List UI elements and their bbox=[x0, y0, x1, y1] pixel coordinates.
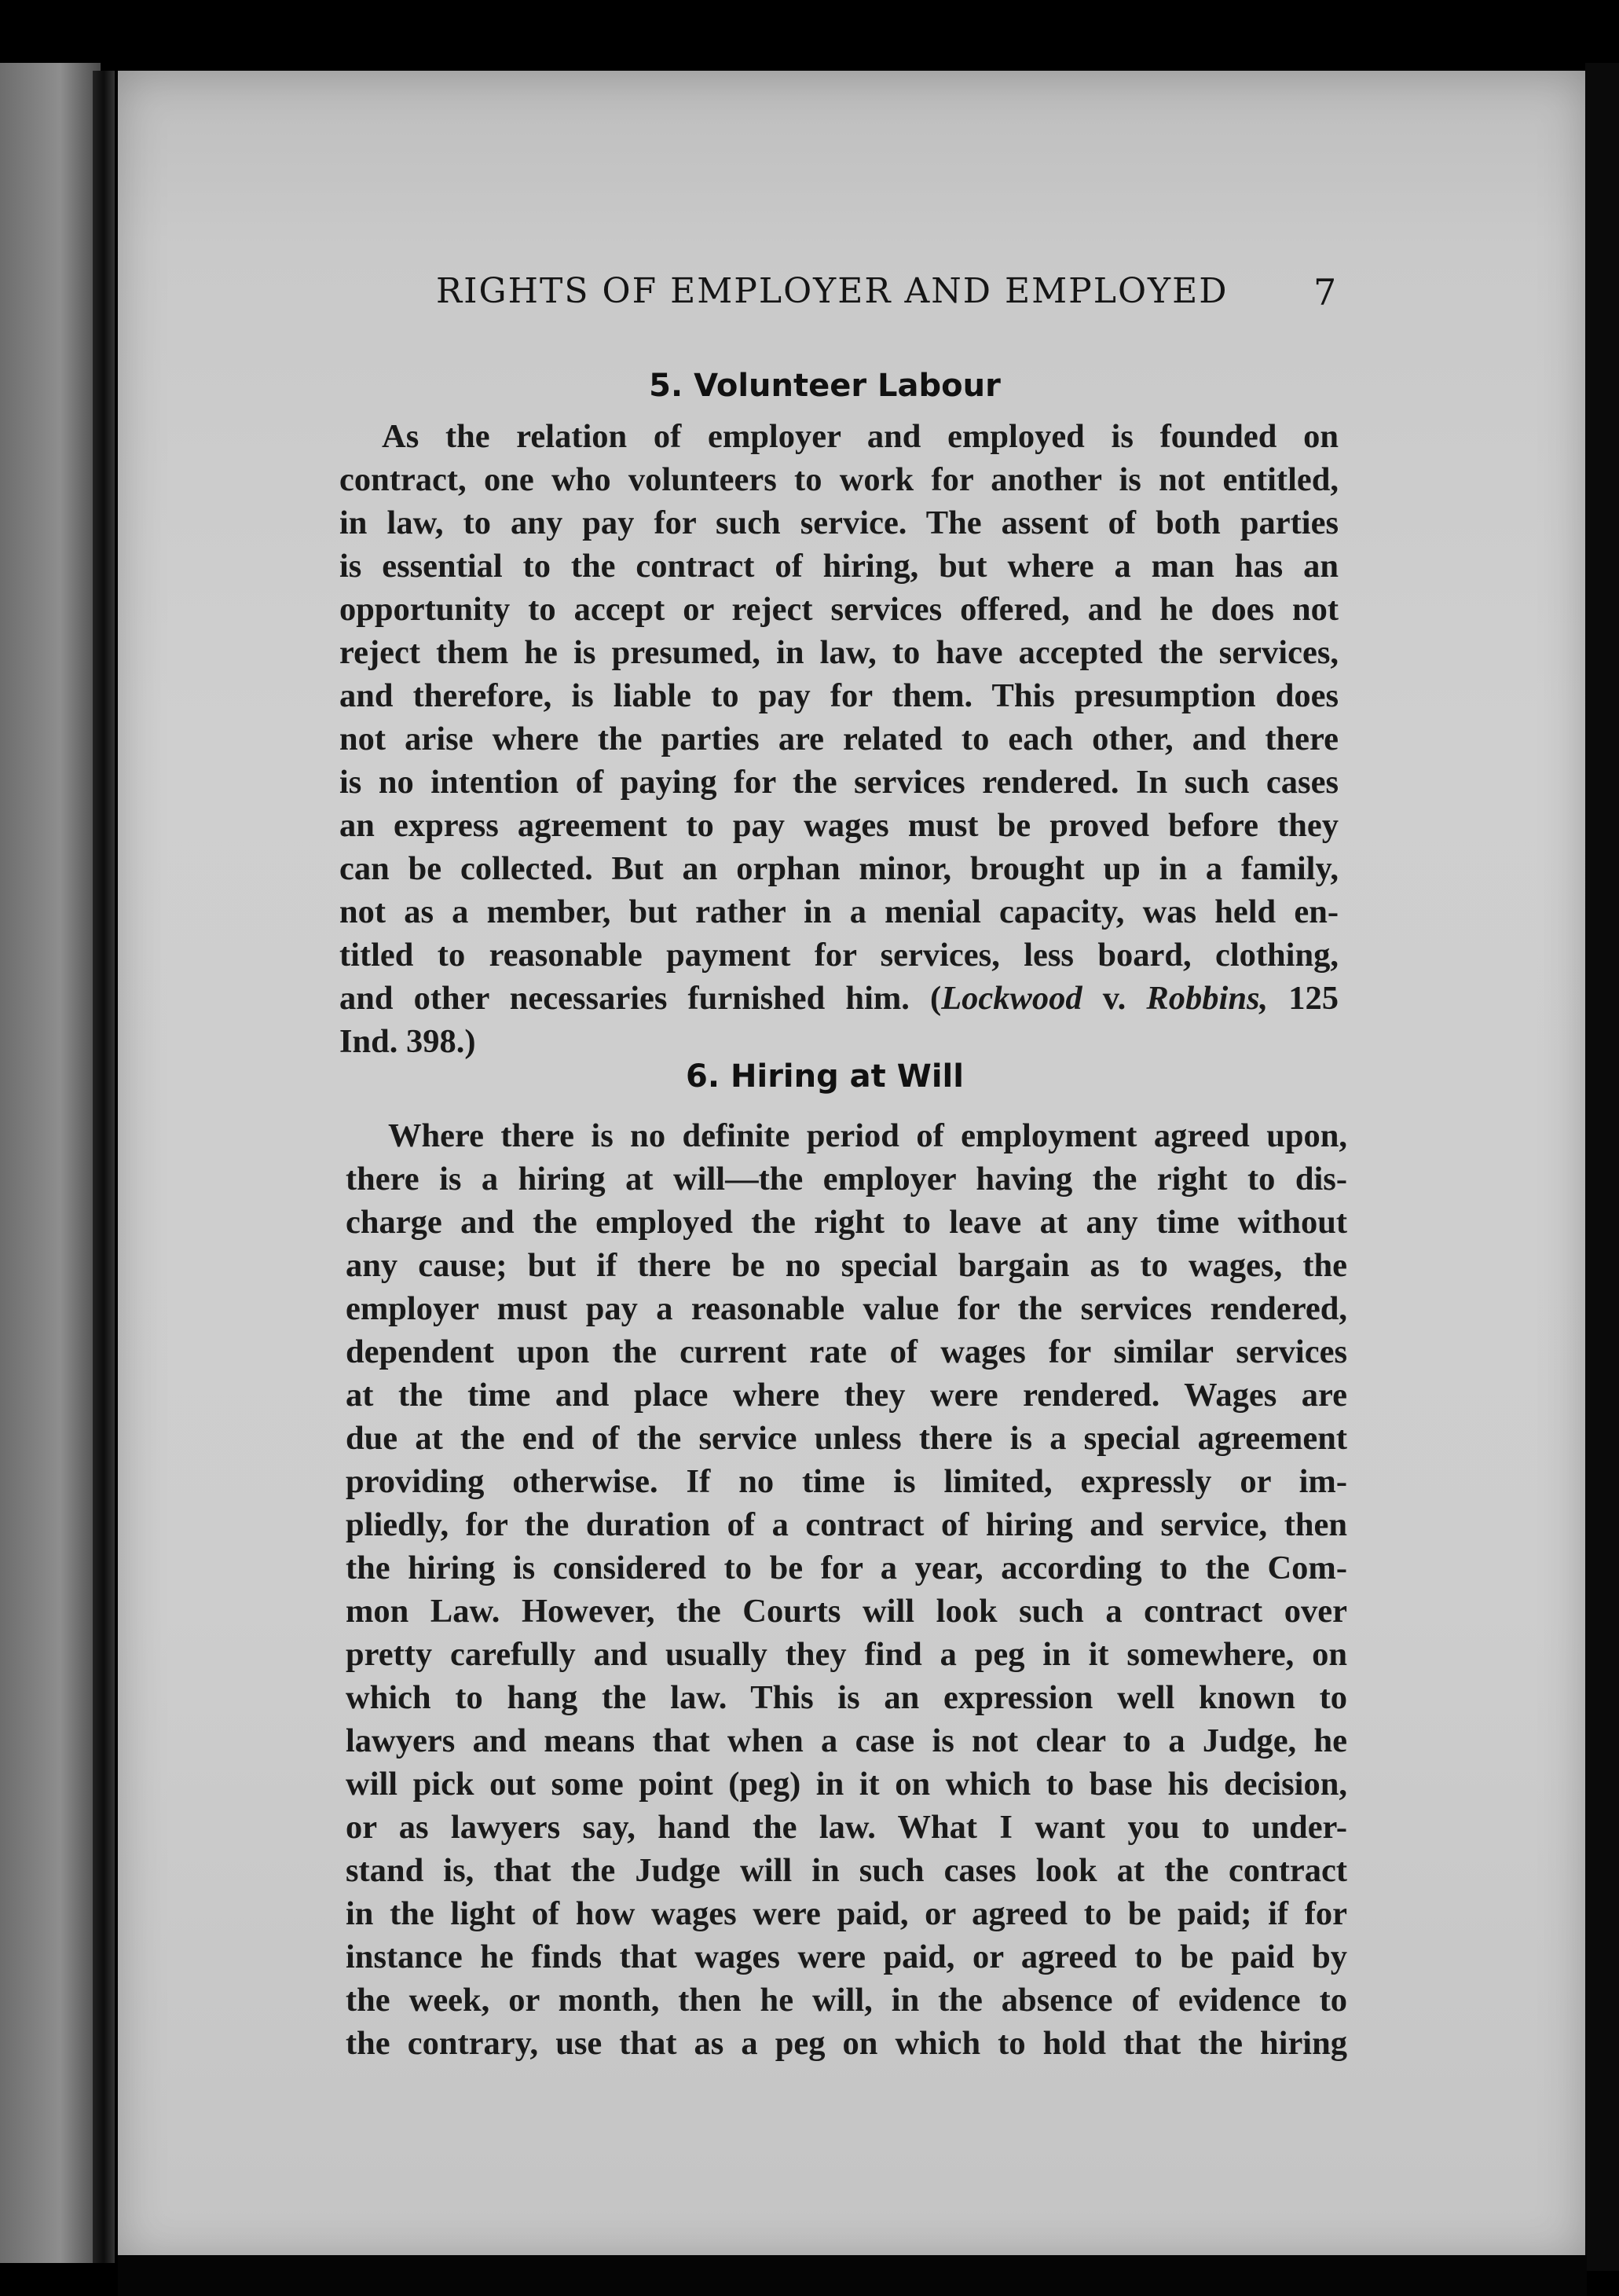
text-line: the week, or month, then he will, in the absence of evidence to bbox=[346, 1982, 1347, 2019]
text-line: not arise where the parties are related to each other, and there bbox=[339, 721, 1339, 757]
text-line: the hiring is considered to be for a year, according to the Com- bbox=[346, 1550, 1347, 1586]
text-line: there is a hiring at will—the employer having the right to dis- bbox=[346, 1161, 1347, 1198]
citation-line bbox=[339, 977, 1339, 1020]
book-spine bbox=[93, 71, 115, 2263]
paragraph-volunteer-labour bbox=[339, 415, 1339, 1063]
text-line: mon Law. However, the Courts will look such a contract over bbox=[346, 1593, 1347, 1630]
text-line: which to hang the law. This is an expression well known to bbox=[346, 1679, 1347, 1716]
text-line: opportunity to accept or reject services offered, and he does not bbox=[339, 591, 1339, 628]
text-line: due at the end of the service unless there is a special agreement bbox=[346, 1420, 1347, 1457]
paragraph-hiring-at-will bbox=[346, 1114, 1347, 2065]
text-line: dependent upon the current rate of wages for similar services bbox=[346, 1333, 1347, 1370]
right-border bbox=[1585, 63, 1619, 2271]
case-name: Robbins, bbox=[1146, 980, 1269, 1017]
text-line: lawyers and means that when a case is not clear to a Judge, he bbox=[346, 1722, 1347, 1759]
text-line: in law, to any pay for such service. The assent of both parties bbox=[339, 504, 1339, 541]
citation-volume: 125 bbox=[1288, 980, 1339, 1017]
section-heading-hiring-at-will: 6. Hiring at Will bbox=[686, 1058, 964, 1095]
page-number: 7 bbox=[1313, 271, 1337, 314]
text-line: an express agreement to pay wages must be proved before they bbox=[339, 807, 1339, 844]
section-heading-volunteer-labour: 5. Volunteer Labour bbox=[649, 368, 1001, 404]
text-line: charge and the employed the right to leave at any time without bbox=[346, 1204, 1347, 1241]
text-line: pliedly, for the duration of a contract of hiring and service, then bbox=[346, 1506, 1347, 1543]
bottom-border bbox=[118, 2255, 1587, 2296]
text-line: will pick out some point (peg) in it on which to base his decision, bbox=[346, 1766, 1347, 1803]
case-name: Lockwood bbox=[941, 980, 1082, 1017]
text-line: As the relation of employer and employed is founded on bbox=[382, 418, 1339, 455]
previous-page-edge bbox=[0, 63, 101, 2263]
text-line: not as a member, but rather in a menial capacity, was held en- bbox=[339, 893, 1339, 930]
text-line: reject them he is presumed, in law, to have accepted the services, bbox=[339, 634, 1339, 671]
text-line: Where there is no definite period of employment agreed upon, bbox=[388, 1117, 1347, 1154]
text-line: the contrary, use that as a peg on which to hold that the hiring bbox=[346, 2025, 1347, 2062]
text-line: can be collected. But an orphan minor, brought up in a family, bbox=[339, 850, 1339, 887]
text-line: employer must pay a reasonable value for the services rendered, bbox=[346, 1290, 1347, 1327]
text-line: titled to reasonable payment for services, less board, clothing, bbox=[339, 937, 1339, 974]
text-line: in the light of how wages were paid, or agreed to be paid; if for bbox=[346, 1895, 1347, 1932]
text-line: Ind. 398.) bbox=[339, 1023, 476, 1060]
text-line: providing otherwise. If no time is limited, expressly or im- bbox=[346, 1463, 1347, 1500]
text-line: any cause; but if there be no special bargain as to wages, the bbox=[346, 1247, 1347, 1284]
text-line: and therefore, is liable to pay for them. This presumption does bbox=[339, 677, 1339, 714]
versus-text: v. bbox=[1102, 980, 1126, 1017]
text-line: is no intention of paying for the services rendered. In such cases bbox=[339, 764, 1339, 801]
text-line: stand is, that the Judge will in such cases look at the contract bbox=[346, 1852, 1347, 1889]
text-line: is essential to the contract of hiring, but where a man has an bbox=[339, 548, 1339, 585]
text-line: instance he finds that wages were paid, or agreed to be paid by bbox=[346, 1938, 1347, 1975]
text-line: or as lawyers say, hand the law. What I want you to under- bbox=[346, 1809, 1347, 1846]
text-line: pretty carefully and usually they find a peg in it somewhere, on bbox=[346, 1636, 1347, 1673]
text-fragment: and other necessaries furnished him. ( bbox=[339, 980, 942, 1017]
text-line: contract, one who volunteers to work for another is not entitled, bbox=[339, 461, 1339, 498]
text-line: at the time and place where they were rendered. Wages are bbox=[346, 1377, 1347, 1414]
running-head: RIGHTS OF EMPLOYER AND EMPLOYED bbox=[436, 271, 1229, 311]
